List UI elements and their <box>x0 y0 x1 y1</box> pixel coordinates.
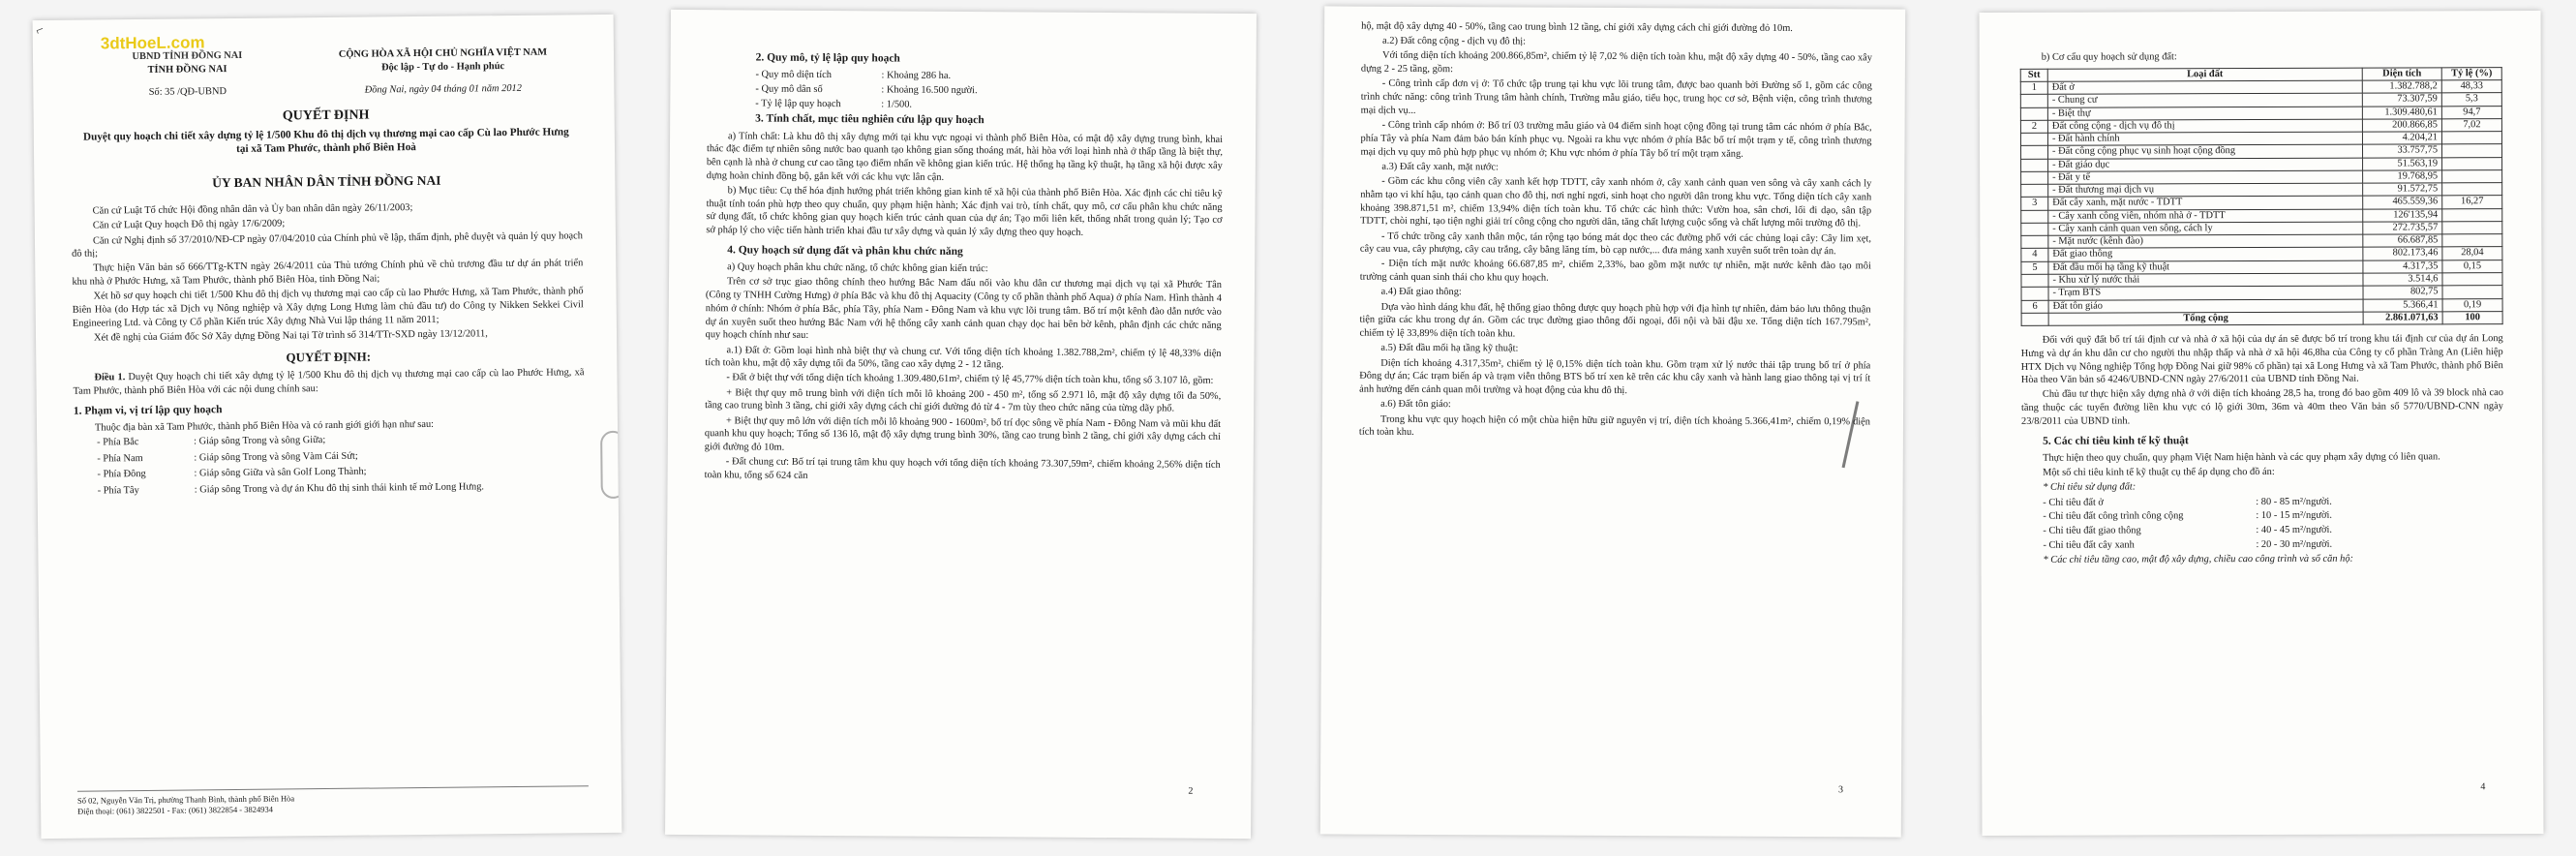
scale-item <box>755 97 1223 113</box>
indicator-item <box>2043 495 2503 509</box>
table-cell-pct: 0,19 <box>2442 298 2502 311</box>
paragraph: - Công trình cấp đơn vị ở: Tổ chức tập trung tại khu vực lõi trung tâm, được bao quanh bởi Đường số 1, gồm các công trình chức năng: công trình Trung tâm hành chính, Trường mẫu giáo, tiểu học, trung học cơ sở, Bệnh viện, công trình thương mại dịch vụ... <box>1360 78 1872 116</box>
scale-value: : Khoảng 286 ha. <box>881 70 952 82</box>
basis-paragraph: Xét hồ sơ quy hoạch chi tiết 1/500 Khu đô thị dịch vụ thương mại cao cấp cù lao Phước Hưng, xã Tam Phước, thành phố Biên Hòa (do Hợp tác xã Dịch vụ Nông nghiệp và Xây dựng Long Hưng làm chủ đầu tư) do Công ty Nikken Sekkei Civil Engineering Ltd. và Công ty Cổ phần Kiến trúc Xây dựng Nhà Vui lập tháng 11 năm 2011; <box>72 286 584 329</box>
watermark-logo: 3dtHoeL.com <box>100 33 205 53</box>
subheading: a.5) Đất đầu mối hạ tầng kỹ thuật: <box>1380 343 1519 354</box>
table-row <box>2021 247 2502 261</box>
document-page-2 <box>665 10 1257 839</box>
table-row <box>2021 208 2502 223</box>
col-header: Tỷ lệ (%) <box>2441 67 2501 79</box>
table-cell-name: - Đất thương mại dịch vụ <box>2048 183 2363 197</box>
subheading: a.4) Đất giao thông: <box>1380 287 1462 298</box>
table-cell-pct <box>2442 273 2502 286</box>
scale-label: - Tỷ lệ lập quy hoạch <box>755 98 841 109</box>
indicator-item <box>2043 537 2503 552</box>
paragraph: hộ, mật độ xây dựng 40 - 50%, tầng cao trung bình 12 tầng, chỉ giới xây dựng cách chỉ giới đường đỏ 10m. <box>1361 20 1793 34</box>
doc-number: Số: 35 /QĐ-UBND <box>148 86 227 99</box>
table-cell-pct: 5,3 <box>2441 93 2501 106</box>
total-label: Tổng cộng <box>2048 312 2363 325</box>
table-cell <box>2021 313 2048 325</box>
table-cell-area: 802.173,46 <box>2363 247 2442 260</box>
table-row <box>2021 273 2502 288</box>
table-cell-pct <box>2442 183 2502 196</box>
table-cell-stt <box>2020 95 2047 107</box>
section-heading: 5. Các chỉ tiêu kinh tế kỹ thuật <box>2043 434 2189 447</box>
table-cell-stt: 1 <box>2020 81 2047 94</box>
table-cell-area: 73.307,59 <box>2362 93 2441 107</box>
table-cell-area: 200.866,85 <box>2362 119 2441 133</box>
col-header: Loại đất <box>2047 68 2362 81</box>
table-row <box>2021 260 2502 274</box>
document-page-3 <box>1320 6 1905 837</box>
table-cell-pct <box>2442 222 2502 234</box>
table-cell-stt: 3 <box>2021 198 2048 210</box>
section-text: Thuộc địa bàn xã Tam Phước, thành phố Biên Hòa và có ranh giới giới hạn như sau: <box>94 418 435 434</box>
indicator-value: : 20 - 30 m²/người. <box>2256 538 2333 550</box>
basis-paragraph: Căn cứ Nghị định số 37/2010/NĐ-CP ngày 07/04/2010 của Chính phủ về lập, thẩm định, phê duyệt và quản lý quy hoạch đô thị; <box>72 229 584 260</box>
section-heading: 4. Quy hoạch sử dụng đất và phân khu chức năng <box>727 244 963 258</box>
paragraph: - Diện tích mặt nước khoảng 66.687,85 m², chiếm 2,33%, bao gồm mặt nước tự nhiên, mặt nước kênh đào tạo môi trường cảnh quan sinh thái cho khu quy hoạch. <box>1359 259 1871 284</box>
table-cell-pct <box>2442 234 2502 247</box>
table-cell-name: - Biệt thự <box>2047 107 2362 120</box>
boundary-side: - Phía Nam <box>97 452 143 465</box>
paragraph: a) Quy hoạch phân khu chức năng, tổ chức không gian kiến trúc: <box>727 261 988 275</box>
table-cell-name: - Cây xanh công viên, nhóm nhà ở - TDTT <box>2048 209 2363 223</box>
footer-address: Số 02, Nguyễn Văn Trị, phường Thanh Bình, thành phố Biên Hòa <box>76 792 295 806</box>
section-heading: 1. Phạm vi, vị trí lập quy hoạch <box>73 403 223 417</box>
table-cell-pct: 28,04 <box>2442 247 2502 260</box>
table-cell-name: - Mặt nước (kênh đào) <box>2048 234 2363 248</box>
boundary-item <box>98 479 586 498</box>
boundary-desc: : Giáp sông Trong và dự án Khu đô thị sinh thái kinh tế mở Long Hưng. <box>194 481 485 496</box>
table-cell-area: 126'135,94 <box>2363 209 2442 223</box>
paragraph: - Gồm các khu công viên cây xanh kết hợp TDTT, cây xanh nhóm ở, cây xanh cảnh quan ven sông và cây xanh cách ly nhằm tạo vi khí hậu, tạo cảnh quan cho đô thị, nơi nghỉ ngơi, sinh hoạt cho người dân trong khu vực. Tổng diện tích cây xanh khoảng 398.871,51 m², chiếm 13,94% diện tích toàn khu. Tổ chức các hình thức: Vườn hoa, sân chơi, lối đi dạo, sân tập TDTT, chòi nghỉ, tạo tiện nghi giải trí công cộng cho người dân, tăng chất lượng cuộc sống và chất lượng môi trường đô thị. <box>1360 175 1872 229</box>
table-cell-name: Đất giao thông <box>2048 248 2363 261</box>
nation-title: CỘNG HÒA XÃ HỘI CHỦ NGHĨA VIỆT NAM <box>338 46 548 60</box>
scale-label: - Quy mô diện tích <box>755 69 833 81</box>
paragraph: + Biệt thự quy mô trung bình với diện tích mỗi lô khoảng 200 - 450 m², tổng số 2.971 lô, mật độ xây dựng tối đa 50%, tầng cao trung bình 3 tầng, chỉ giới xây dựng cách chỉ giới đường đỏ từ 4 - 7m tùy theo chức năng của từng dãy phố. <box>705 387 1222 414</box>
scale-value: : Khoảng 16.500 người. <box>881 84 978 97</box>
table-row <box>2020 93 2501 107</box>
article-1-text: Duyệt Quy hoạch chi tiết xây dựng tỷ lệ 1/500 Khu đô thị dịch vụ thương mại cao cấp cù lao Phước Hưng, xã Tam Phước, thành phố Biên Hòa với các nội dung chính sau: <box>73 367 585 397</box>
authority-heading: ỦY BAN NHÂN DÂN TỈNH ĐỒNG NAI <box>212 172 441 191</box>
boundary-list <box>97 431 586 498</box>
page-number: 3 <box>1837 784 1844 796</box>
table-cell-name: Đất ở <box>2047 80 2362 94</box>
table-cell-area: 91.572,75 <box>2363 183 2442 197</box>
table-row <box>2021 298 2502 313</box>
table-cell-pct: 48,33 <box>2441 80 2501 93</box>
table-cell-area: 5.366,41 <box>2363 298 2442 312</box>
table-cell-name: - Đất hành chính <box>2047 132 2362 145</box>
table-cell-pct: 94,7 <box>2441 106 2501 118</box>
indicator-label: - Chỉ tiêu đất công trình công cộng <box>2043 510 2184 523</box>
boundary-desc: : Giáp sông Giữa và sân Golf Long Thành; <box>194 466 367 479</box>
decision-heading: QUYẾT ĐỊNH: <box>286 349 372 365</box>
col-header: Diện tích <box>2362 68 2441 81</box>
page-number: 2 <box>1188 785 1194 797</box>
indicator-value: : 10 - 15 m²/người. <box>2256 510 2332 522</box>
table-row <box>2020 132 2501 146</box>
total-pct: 100 <box>2442 311 2502 323</box>
indicator-label: - Chỉ tiêu đất ở <box>2043 497 2104 508</box>
boundary-desc: : Giáp sông Trong và sông Giữa; <box>194 434 326 447</box>
boundary-side: - Phía Tây <box>97 485 139 497</box>
table-cell-pct: 16,27 <box>2442 196 2502 208</box>
table-cell-area: 272.735,57 <box>2363 222 2442 235</box>
table-cell-stt <box>2020 146 2047 159</box>
paragraph: - Tổ chức trồng cây xanh thân mộc, tán rộng tạo bóng mát dọc theo các đường phố với các chủng loại cây: Cây lim xẹt, cây cau vua, cây phượng, cây cau trắng, cây bằng lăng tím, bò cạp nước,... đưa mảng xanh xuyên suốt trên toàn dự án. <box>1359 230 1872 258</box>
page-footer <box>77 785 589 817</box>
table-cell-stt: 2 <box>2020 120 2047 133</box>
table-cell-stt <box>2021 288 2048 300</box>
boundary-item <box>97 464 585 482</box>
table-row <box>2021 169 2502 184</box>
table-row <box>2020 118 2501 133</box>
paragraph: a.1) Đất ở: Gồm loại hình nhà biệt thự và chung cư. Với tổng diện tích khoảng 1.382.788,2m², chiếm tỷ lệ 48,33% diện tích toàn khu, mật độ xây dựng tối đa 50%, tầng cao xây dựng 2 - 12 tầng. <box>705 344 1222 371</box>
doc-title: QUYẾT ĐỊNH <box>282 107 370 124</box>
indicator-list <box>2043 495 2503 553</box>
paragraph: b) Mục tiêu: Cụ thể hóa định hướng phát triển không gian kinh tế xã hội của thành phố Biên Hòa. Xác định các chỉ tiêu kỹ thuật tính toán phù hợp theo quy chuẩn, quy phạm hiện hành; Xác định vai trò, tính chất, quy mô, cơ cấu phân khu chức năng sử dụng đất, tổ chức không gian quy hoạch kiến trúc cảnh quan của dự án; Tạo mối liên kết, thống nhất trong quản lý; Tạo cơ sở pháp lý cho việc tiến hành triển khai đầu tư xây dựng và quản lý xây dựng theo quy hoạch. <box>706 185 1223 239</box>
boundary-desc: : Giáp sông Trong và sông Vàm Cái Sứt; <box>194 450 358 464</box>
table-cell-stt <box>2020 107 2047 120</box>
indicator-label: - Chỉ tiêu đất cây xanh <box>2043 539 2135 551</box>
boundary-item <box>97 447 585 466</box>
table-cell-stt: 6 <box>2021 300 2048 313</box>
table-cell-pct: 7,02 <box>2441 118 2501 131</box>
paragraph: + Biệt thự quy mô lớn với diện tích mỗi lô khoảng 900 - 1600m², bố trí dọc sông về phía Nam - Đông Nam và mũi khu đất quanh khu quy hoạch; Tổng số 136 lô, mật độ xây dựng trung bình 30%, tầng cao trung bình 2 tầng, chỉ giới xây dựng cách chỉ giới đường đỏ 10m. <box>704 414 1222 453</box>
paragraph: Thực hiện theo quy chuẩn, quy phạm Việt Nam hiện hành và các quy phạm xây dựng có liên quan. <box>2043 451 2440 464</box>
table-row <box>2020 144 2501 159</box>
table-cell-pct <box>2442 157 2502 169</box>
paragraph: Một số chỉ tiêu kinh tế kỹ thuật cụ thể áp dụng cho đồ án: <box>2043 467 2275 478</box>
table-cell-area: 3.514,6 <box>2363 273 2442 287</box>
table-cell-name: - Đất y tế <box>2048 170 2363 184</box>
nation-motto: Độc lập - Tự do - Hạnh phúc <box>380 60 505 74</box>
col-header: Stt <box>2020 69 2047 81</box>
table-cell-name: - Đất giáo dục <box>2048 158 2363 171</box>
subheading: a.2) Đất công cộng - dịch vụ đô thị: <box>1382 35 1527 47</box>
table-cell-stt <box>2021 171 2048 184</box>
paragraph: Chủ đầu tư thực hiện xây dựng nhà ở với diện tích khoảng 28,5 ha, trong đó bao gồm 409 lô và 39 block nhà cao tầng thuộc các tuyến đường liền khu vực có lộ giới 30m, 36m và 40m theo Văn bản số 5770/UBND-CNN ngày 23/8/2011 của UBND tỉnh. <box>2020 387 2503 427</box>
paragraph: * Các chỉ tiêu tầng cao, mật độ xây dựng, chiều cao công trình và số căn hộ: <box>2043 553 2354 566</box>
indicator-label: - Chỉ tiêu đất giao thông <box>2043 525 2141 536</box>
table-row <box>2020 106 2501 120</box>
table-cell-name: Đất cây xanh, mặt nước - TDTT <box>2048 197 2363 210</box>
document-page-4 <box>1980 11 2544 836</box>
table-cell-pct <box>2441 144 2501 157</box>
footer-phone: Điện thoại: (061) 3822501 - Fax: (061) 3822854 - 3824934 <box>77 804 274 816</box>
table-cell-stt <box>2021 159 2048 171</box>
org-name: TỈNH ĐỒNG NAI <box>147 63 227 76</box>
table-cell-name: - Cây xanh cảnh quan ven sông, cách ly <box>2048 222 2363 235</box>
basis-paragraph: Xét đề nghị của Giám đốc Sở Xây dựng Đồng Nai tại Tờ trình số 314/TTr-SXD ngày 13/12/2011, <box>93 328 488 344</box>
table-cell-stt <box>2020 133 2047 145</box>
table-cell-stt <box>2021 274 2048 287</box>
table-cell-stt <box>2021 210 2048 223</box>
land-use-table <box>2020 67 2503 326</box>
table-cell-name: - Đất công cộng phục vụ sinh hoạt cộng đồng <box>2047 144 2362 158</box>
subheading: a.6) Đất tôn giáo: <box>1380 399 1451 411</box>
paragraph: Dựa vào hình dáng khu đất, hệ thống giao thông được quy hoạch phù hợp với địa hình tự nhiên, đảm bảo lưu thông thuận tiện giữa các khu trong dự án. Gồm các trục đường giao thông đối ngoại, đối nội và bãi đậu xe. Tổng diện tích 167.795m², chiếm tỷ lệ 33,89% diện tích toàn khu. <box>1359 301 1871 340</box>
paragraph: Diện tích khoảng 4.317,35m², chiếm tỷ lệ 0,15% diện tích toàn khu. Gồm trạm xử lý nước thải tập trung bố trí ở phía Đông dự án; Các trạm biến áp và trạm viễn thông BTS bố trí xen kẽ trên các khu cây xanh và hành lang giao thông tại vị trí ít ảnh hưởng đến cảnh quan môi trường và hoạt động của khu đô thị. <box>1359 357 1871 397</box>
table-cell-stt <box>2021 223 2048 235</box>
table-cell-area: 802,75 <box>2363 286 2442 299</box>
table-cell-pct <box>2441 132 2501 144</box>
table-cell-name: - Trạm BTS <box>2048 286 2363 299</box>
table-row <box>2021 286 2502 300</box>
corner-mark: ⌐ <box>34 22 46 40</box>
section-heading: 3. Tính chất, mục tiêu nghiên cứu lập quy hoạch <box>755 112 985 127</box>
table-cell-pct <box>2442 286 2502 298</box>
table-row <box>2021 222 2502 236</box>
basis-paragraph: Căn cứ Luật Quy hoạch Đô thị ngày 17/6/2009; <box>92 218 286 231</box>
doc-subtitle: Duyệt quy hoạch chi tiết xây dựng tỷ lệ 1/500 Khu đô thị dịch vụ thương mại cao cấp Cù lao Phước Hưng tại xã Tam Phước, thành phố Biên Hoà <box>82 126 569 156</box>
table-cell-name: - Chung cư <box>2047 93 2362 107</box>
org-top: UBND TỈNH ĐỒNG NAI <box>132 49 243 63</box>
basis-paragraph: Căn cứ Luật Tổ chức Hội đồng nhân dân và Ủy ban nhân dân ngày 26/11/2003; <box>92 202 413 217</box>
paragraph: - Đất chung cư: Bố trí tại trung tâm khu quy hoạch với tổng diện tích khoảng 73.307,59m², chiếm khoảng 2,56% diện tích toàn khu, tổng số 624 căn <box>704 456 1221 482</box>
scale-value: : 1/500. <box>881 99 913 110</box>
table-cell-area: 1.309.480,61 <box>2362 106 2441 119</box>
subheading: a.3) Đất cây xanh, mặt nước: <box>1381 161 1499 173</box>
table-cell-pct <box>2442 169 2502 182</box>
paragraph: - Công trình cấp nhóm ở: Bố trí 03 trường mẫu giáo và 04 điểm sinh hoạt cộng đồng tại trung tâm các nhóm ở phía Bắc, phía Tây và phía Nam đảm bảo bán kính phục vụ. Ngoài ra khu vực nhóm ở phía Bắc bố trí một trạm y tế, công trình thương mại dịch vụ quy mô phù hợp phục vụ nhóm ở; Khu vực nhóm ở phía Tây bố trí một trạm xăng. <box>1360 119 1872 160</box>
table-cell-area: 19.768,95 <box>2363 170 2442 184</box>
article-1-label: Điều 1. <box>94 372 126 383</box>
table-cell-area: 33.757,75 <box>2362 144 2441 158</box>
table-cell-stt: 5 <box>2021 261 2048 274</box>
boundary-side: - Phía Đông <box>97 469 146 480</box>
table-intro: b) Cơ cấu quy hoạch sử dụng đất: <box>2041 51 2177 63</box>
table-cell-area: 1.382.788,2 <box>2362 80 2441 94</box>
table-cell-stt <box>2021 235 2048 248</box>
total-area: 2.861.071,63 <box>2363 312 2442 325</box>
table-cell-stt: 4 <box>2021 249 2048 261</box>
doc-date: Đồng Nai, ngày 04 tháng 01 năm 2012 <box>364 83 522 97</box>
indicator-title: * Chỉ tiêu sử dụng đất: <box>2043 481 2137 494</box>
boundary-side: - Phía Bắc <box>97 436 139 448</box>
document-page-1 <box>33 15 622 839</box>
paragraph: Với tổng diện tích khoảng 200.866,85m², chiếm tỷ lệ 7,02 % diện tích toàn khu, mật độ xây dựng 40 - 50%, tầng cao xây dựng 2 - 25 tầng, gồm: <box>1360 50 1872 76</box>
table-cell-stt <box>2021 184 2048 197</box>
paragraph: - Đất ở biệt thự với tổng diện tích khoảng 1.309.480,61m², chiếm tỷ lệ 45,77% diện tích toàn khu, tổng số 3.107 lô, gồm: <box>726 372 1214 387</box>
basis-paragraph: Thực hiện Văn bản số 666/TTg-KTN ngày 26/4/2011 của Thủ tướng Chính phủ về chủ trương đầu tư dự án phát triển khu nhà ở Phước Hưng, xã Tam Phước, thành phố Biên Hòa, tỉnh Đồng Nai; <box>72 258 584 288</box>
indicator-value: : 80 - 85 m²/người. <box>2256 496 2332 507</box>
indicator-item <box>2043 508 2503 523</box>
table-cell-name: Đất đầu mối hạ tầng kỹ thuật <box>2048 260 2363 274</box>
article-1 <box>73 366 584 398</box>
table-cell-name: Đất công cộng - dịch vụ đô thị <box>2047 119 2362 133</box>
table-total-row <box>2021 311 2502 325</box>
scale-list <box>755 69 1223 114</box>
page-number: 4 <box>2480 781 2486 793</box>
table-row <box>2021 157 2502 171</box>
paragraph: Đối với quỹ đất bố trí tái định cư và nhà ở xã hội của dự án sẽ được bố trí trong khu tái định cư của dự án Long Hưng và dự án khu dân cư cho người thu nhập thấp và nhà ở xã hội 46,8ha của Công ty cổ phần Tràng An (Liên hiệp HTX Dịch vụ Nông nghiệp Tổng hợp Đồng Nai giữ 98% cổ phần) tại xã Long Hưng và xã Tam Phước, thành phố Biên Hòa theo Văn bản số 4246/UBND-CNN ngày 27/6/2011 của UBND tỉnh Đồng Nai. <box>2020 333 2503 386</box>
indicator-value: : 40 - 45 m²/người. <box>2256 524 2333 536</box>
table-row <box>2021 234 2502 249</box>
table-cell-name: - Khu xử lý nước thải <box>2048 273 2363 287</box>
table-cell-area: 66.687,85 <box>2363 234 2442 248</box>
table-cell-area: 465.559,36 <box>2363 196 2442 209</box>
section-heading: 2. Quy mô, tỷ lệ lập quy hoạch <box>755 51 900 65</box>
table-cell-area: 4.204,21 <box>2362 132 2441 145</box>
table-row <box>2021 196 2502 210</box>
paragraph: a) Tính chất: Là khu đô thị xây dựng mới tại khu vực ngoại vi thành phố Biên Hòa, có mật độ xây dựng trung bình, khai thác đặc điểm tự nhiên sông nước bao quanh tạo không gian sống thoáng mát, hài hòa với loại hình nhà ở thấp tầng là biệt thự, bên cạnh là nhà ở chung cư cao tầng tạo điểm nhấn về không gian kiến trúc. Hệ thống hạ tầng kỹ thuật, hạ tầng xã hội được xây dựng hoàn chỉnh đồng bộ, gắn kết với các khu vực lân cận. <box>706 130 1224 183</box>
paragraph: Trên cơ sở trục giao thông chính theo hướng Bắc Nam đấu nối vào khu dân cư thương mại dịch vụ tại xã Phước Tân (Công ty TNHH Cường Hưng) ở phía Bắc và khu đô thị Aquacity (Công ty cổ phần thành phố Aqua) ở phía Nam. Hình thành 4 nhóm ở chính: Nhóm ở phía Bắc, phía Tây, phía Nam - Đông Nam và khu vực lõi trung tâm. Bố trí một kênh đào dẫn nước vào dự án xuyên suốt theo hướng Bắc Nam với hệ thống cây xanh cảnh quan chạy dọc hai bên bờ kênh, phân định các chức năng quy hoạch chính như sau: <box>705 276 1223 342</box>
table-cell-pct: 0,15 <box>2442 260 2502 272</box>
table-cell-name: Đất tôn giáo <box>2048 299 2363 313</box>
table-row <box>2021 183 2502 198</box>
indicator-item <box>2043 523 2503 537</box>
table-cell-area: 51.563,19 <box>2363 157 2442 170</box>
paragraph: Trong khu vực quy hoạch hiện có một chùa hiện hữu giữ nguyên vị trí, diện tích khoảng 5.366,41m², chiếm 0,19% diện tích toàn khu. <box>1358 413 1871 439</box>
scale-label: - Quy mô dân số <box>755 83 823 95</box>
table-cell-pct <box>2442 208 2502 221</box>
table-cell-area: 4.317,35 <box>2363 260 2442 274</box>
table-row <box>2020 80 2501 95</box>
